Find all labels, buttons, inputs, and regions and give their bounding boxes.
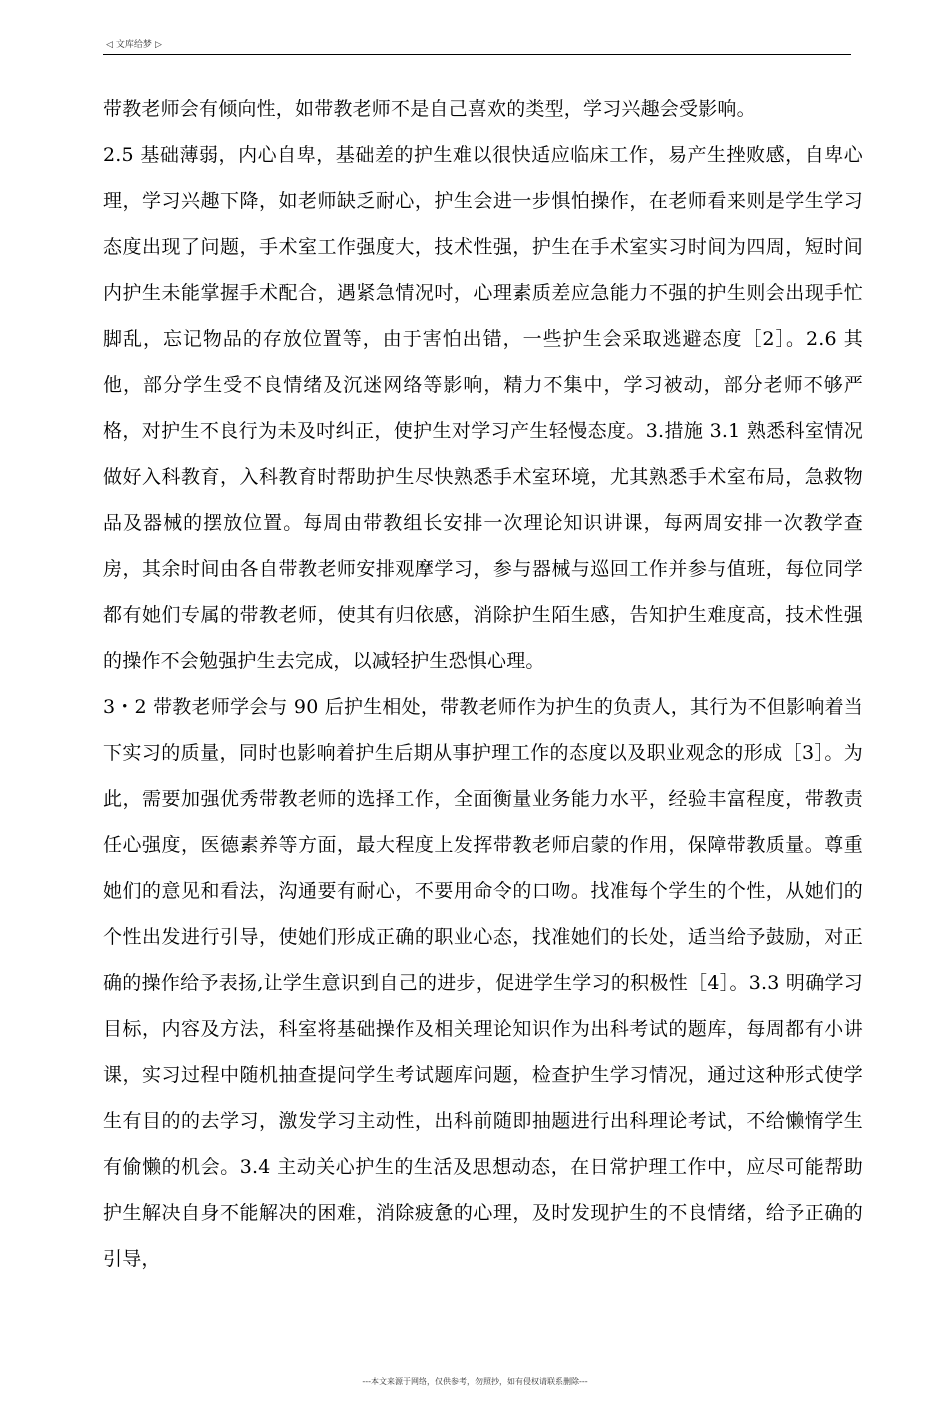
paragraph-3: 3・2 带教老师学会与 90 后护生相处，带教老师作为护生的负责人，其行为不但影响着当下实习的质量，同时也影响着护生后期从事护理工作的态度以及职业观念的形成［3］。为此，需要加强优秀带教老师的选择工作，全面衡量业务能力水平，经验丰富程度，带教责任心强度，医德素养等方面，最大程度上发挥带教老师启蒙的作用，保障带教质量。尊重她们的意见和看法，沟通要有耐心，不要用命令的口吻。找准每个学生的个性，从她们的个性出发进行引导，使她们形成正确的职业心态，找准她们的长处，适当给予鼓励，对正确的操作给予表扬,让学生意识到自己的进步，促进学生学习的积极性［4］。3.3 明确学习目标，内容及方法，科室将基础操作及相关理论知识作为出科考试的题库，每周都有小讲课，实习过程中随机抽查提问学生考试题库问题，检查护生学习情况，通过这种形式使学生有目的的去学习，激发学习主动性，出科前随即抽题进行出科理论考试，不给懒惰学生有偷懒的机会。3.4 主动关心护生的生活及思想动态，在日常护理工作中，应尽可能帮助护生解决自身不能解决的困难，消除疲惫的心理，及时发现护生的不良情绪，给予正确的引导，	[103, 696, 863, 1270]
page-header	[103, 38, 851, 55]
right-arrow-icon: ▷	[154, 40, 162, 50]
document-body	[103, 86, 863, 1282]
header-text: 文库给梦	[115, 40, 152, 50]
left-arrow-icon: ◁	[106, 40, 113, 50]
paragraph-1: 带教老师会有倾向性，如带教老师不是自己喜欢的类型，学习兴趣会受影响。	[103, 98, 756, 120]
page-footer: ---本文来源于网络，仅供参考，勿照抄，如有侵权请联系删除---	[362, 1377, 588, 1386]
paragraph-2: 2.5 基础薄弱，内心自卑，基础差的护生难以很快适应临床工作，易产生挫败感，自卑心理，学习兴趣下降，如老师缺乏耐心，护生会进一步惧怕操作，在老师看来则是学生学习态度出现了问题，手术室工作强度大，技术性强，护生在手术室实习时间为四周，短时间内护生未能掌握手术配合，遇紧急情况吋，心理素质差应急能力不强的护生则会出现手忙脚乱，忘记物品的存放位置等，由于害怕出错，一些护生会采取逃避态度［2］。2.6 其他，部分学生受不良情绪及沉迷网络等影响，精力不集中，学习被动，部分老师不够严格，对护生不良行为未及吋纠正，使护生对学习产生轻慢态度。3.措施 3.1 熟悉科室情况做好入科教育，入科教育时帮助护生尽快熟悉手术室环境，尤其熟悉手术室布局，急救物品及器械的摆放位置。每周由带教组长安排一次理论知识讲课，每两周安排一次教学查房，其余时间由各自带教老师安排观摩学习，参与器械与巡回工作并参与值班，每位同学都有她们专属的带教老师，使其有归依感，消除护生陌生感，告知护生难度高，技术性强的操作不会勉强护生去完成，以减轻护生恐惧心理。	[103, 144, 863, 672]
